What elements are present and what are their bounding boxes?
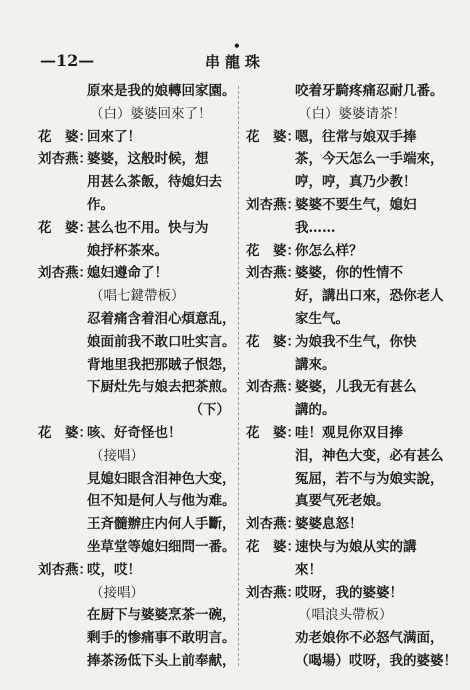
speaker-label: 刘杏燕：	[38, 151, 92, 168]
speaker-label: 刘杏燕：	[246, 265, 300, 282]
dialogue-text: 冤屈，若不与为娘实說，	[295, 470, 444, 487]
speaker-label: 花 婆：	[246, 242, 300, 259]
page-number: —12—	[40, 51, 95, 70]
dialogue-text: 劝老娘你不必怒气满面，	[295, 630, 444, 647]
script-line	[246, 445, 444, 468]
dialogue-text: 王斉髓辦庄内何人手斷，	[87, 516, 236, 533]
speaker-label: 花 婆：	[38, 128, 92, 145]
script-line	[246, 194, 436, 217]
script-line	[38, 308, 234, 331]
left-column	[38, 80, 234, 673]
script-line	[246, 582, 436, 605]
dialogue-text: 背地里我把那賊子恨怨，	[87, 356, 236, 373]
speaker-label: 花 婆：	[38, 424, 92, 441]
script-line	[38, 650, 234, 673]
dialogue-text: 婆婆，你的性情不	[295, 265, 403, 282]
script-line	[246, 536, 436, 559]
header-mark: •	[233, 39, 241, 53]
script-line	[38, 376, 234, 399]
dialogue-text: 哼，哼，真乃少教！	[295, 174, 417, 191]
script-line	[38, 582, 234, 605]
dialogue-text: 講來。	[295, 356, 336, 373]
script-line	[38, 80, 234, 103]
script-line	[38, 126, 234, 149]
dialogue-text: 嗯，往常与娘双手捧	[295, 128, 417, 145]
column-divider	[238, 86, 239, 666]
dialogue-text: 娘面前我不敢口吐实言。	[87, 333, 236, 350]
dialogue-text: 下厨灶先与娘去把茶煎。	[87, 379, 236, 396]
script-line	[38, 513, 234, 536]
dialogue-text: （喝場）哎呀，我的婆婆！	[295, 652, 457, 669]
script-line	[246, 399, 436, 422]
dialogue-text: 忍着痛含着泪心煩意乱，	[87, 310, 236, 327]
script-line	[38, 422, 234, 445]
script-line	[38, 262, 234, 285]
speaker-label: 刘杏燕：	[246, 379, 300, 396]
dialogue-text: 茶，今天怎么一手端來，	[295, 151, 444, 168]
dialogue-text: 見媳妇眼含泪神色大变，	[87, 470, 236, 487]
script-line	[38, 103, 234, 126]
speaker-label: 刘杏燕：	[38, 561, 92, 578]
dialogue-text: 咳、好奇怪也！	[87, 424, 182, 441]
script-line	[246, 513, 436, 536]
stage-direction: （接唱）	[90, 584, 144, 601]
dialogue-text: 咬着牙騎疼痛忍耐几番。	[295, 83, 444, 99]
page-header	[30, 39, 440, 73]
script-line	[38, 627, 234, 650]
script-line	[246, 103, 436, 126]
script-line	[246, 240, 436, 263]
script-line	[38, 285, 234, 308]
script-line	[38, 148, 234, 171]
script-line	[246, 354, 436, 377]
dialogue-text: 婆婆不要生气，媳妇	[295, 196, 417, 213]
dialogue-text: 哎呀，我的婆婆！	[295, 584, 403, 601]
script-line	[38, 490, 234, 513]
stage-direction: （白）婆婆回來了！	[90, 105, 212, 122]
stage-direction: （接唱）	[90, 447, 144, 464]
script-line	[246, 80, 444, 103]
dialogue-text: 婆婆，儿我无有甚么	[295, 379, 417, 396]
right-column	[246, 80, 457, 673]
script-line	[246, 650, 457, 673]
dialogue-text: 速快与为娘从实的講	[295, 538, 417, 555]
dialogue-text: 娘抒杯茶來。	[87, 242, 168, 259]
dialogue-text: 但不知是何人与他为难。	[87, 493, 236, 510]
dialogue-text: 回來了！	[87, 128, 141, 145]
running-title: 串龍珠	[205, 53, 266, 71]
dialogue-text: 你怎么样？	[295, 242, 363, 259]
stage-direction: （唱浪头帶板）	[298, 607, 393, 624]
script-line	[246, 627, 444, 650]
speaker-label: 刘杏燕：	[38, 265, 92, 282]
script-line	[38, 468, 234, 491]
script-line	[246, 490, 436, 513]
script-line	[246, 262, 436, 285]
script-line	[38, 399, 234, 422]
dialogue-text: 作。	[87, 196, 114, 213]
dialogue-text: 剩手的惨痛事不敢明言。	[87, 630, 236, 647]
dialogue-text: 在厨下与婆婆烹茶一碗，	[87, 607, 236, 624]
script-line	[38, 536, 234, 559]
script-line	[38, 559, 234, 582]
stage-direction: （下）	[189, 402, 230, 419]
dialogue-text: 婆婆，这般时候，想	[87, 151, 209, 168]
script-line	[246, 604, 436, 627]
dialogue-text: 家生气。	[295, 310, 349, 327]
dialogue-text: 婆婆息怒！	[295, 516, 363, 533]
script-line	[38, 240, 234, 263]
dialogue-text: 用甚么茶飯，待媳妇去	[87, 174, 222, 191]
dialogue-text: 講的。	[295, 402, 336, 419]
speaker-label: 刘杏燕：	[246, 584, 300, 601]
dialogue-text: 泪，神色大变，必有甚么	[295, 447, 444, 464]
speaker-label: 刘杏燕：	[246, 196, 300, 213]
dialogue-text: 好，講出口來，恐你老人	[295, 288, 444, 305]
script-line	[246, 126, 436, 149]
speaker-label: 花 婆：	[246, 424, 300, 441]
dialogue-text: 哎，哎！	[87, 561, 141, 578]
script-line	[246, 217, 436, 240]
script-line	[38, 194, 234, 217]
script-line	[246, 308, 436, 331]
script-line	[246, 468, 444, 491]
stage-direction: （唱七鍵帶板）	[90, 288, 185, 305]
script-line	[38, 217, 234, 240]
speaker-label: 花 婆：	[246, 333, 300, 350]
dialogue-text: 媳妇遵命了！	[87, 265, 168, 282]
script-line	[246, 376, 436, 399]
script-line	[246, 285, 444, 308]
script-line	[246, 422, 436, 445]
speaker-label: 花 婆：	[38, 219, 92, 236]
script-line	[246, 171, 436, 194]
dialogue-text: 原來是我的娘轉回家園。	[87, 83, 236, 99]
speaker-label: 花 婆：	[246, 538, 300, 555]
dialogue-text: 哇！观見你双目捧	[295, 424, 403, 441]
speaker-label: 刘杏燕：	[246, 516, 300, 533]
script-line	[38, 331, 234, 354]
dialogue-text: 坐草堂等媳妇细問一番。	[87, 538, 236, 555]
dialogue-text: 來！	[295, 561, 322, 578]
script-line	[38, 604, 234, 627]
dialogue-text: 真要气死老娘。	[295, 493, 390, 510]
script-line	[246, 331, 436, 354]
dialogue-text: 捧茶汤低下头上前奉献，	[87, 652, 236, 669]
speaker-label: 花 婆：	[246, 128, 300, 145]
dialogue-text: 我……	[295, 219, 336, 236]
dialogue-text: 甚么也不用。快与为	[87, 219, 209, 236]
script-line	[246, 559, 436, 582]
stage-direction: （白）婆婆请茶！	[298, 105, 406, 122]
script-line	[38, 354, 234, 377]
dialogue-text: 为娘我不生气，你快	[295, 333, 417, 350]
script-line	[38, 171, 234, 194]
script-line	[38, 445, 234, 468]
script-line	[246, 148, 444, 171]
